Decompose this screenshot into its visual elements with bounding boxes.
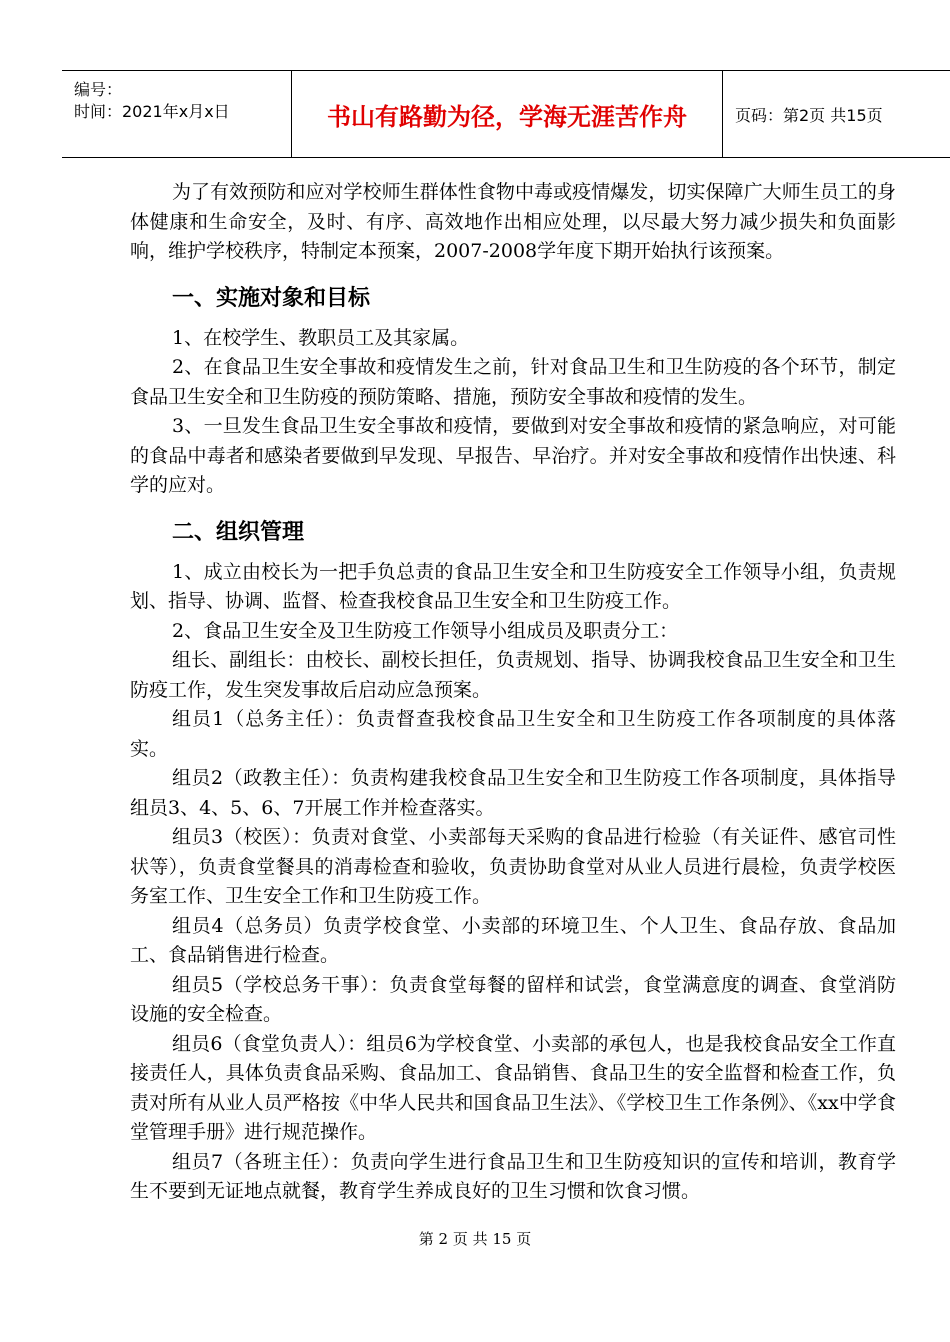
section-heading-2: 二、组织管理 [172, 519, 305, 545]
section1-item: 1、在校学生、教职员工及其家属。 [172, 326, 470, 349]
section2-item: 组员6（食堂负责人）：组员6为学校食堂、小卖部的承包人，也是我校食品安全工作直接责任人，具体负责食品采购、食品加工、食品销售、食品卫生的安全监督和检查工作，负责对所有从业人员严格按《中华人民共和国食品卫生法》、《学校卫生工作条例》、《xx中学食堂管理手册》进行规范操作。 [130, 1032, 896, 1143]
doc-time-label: 时间：2021年x月x日 [74, 102, 230, 121]
doc-number-label: 编号： [74, 80, 123, 99]
section2-item: 2、食品卫生安全及卫生防疫工作领导小组成员及职责分工： [172, 619, 679, 642]
section2-item: 组员7（各班主任）：负责向学生进行食品卫生和卫生防疫知识的宣传和培训，教育学生不要到无证地点就餐，教育学生养成良好的卫生习惯和饮食习惯。 [130, 1150, 896, 1202]
intro-paragraph: 为了有效预防和应对学校师生群体性食物中毒或疫情爆发，切实保障广大师生员工的身体健康和生命安全，及时、有序、高效地作出相应处理，以尽最大努力减少损失和负面影响，维护学校秩序，特制定本预案，2007-2008学年度下期开始执行该预案。 [130, 181, 896, 262]
header-meta [62, 71, 292, 157]
document-body [130, 178, 896, 1207]
header-motto: 书山有路勤为径，学海无涯苦作舟 [292, 71, 723, 157]
section2-item: 组长、副组长：由校长、副校长担任，负责规划、指导、协调我校食品卫生安全和卫生防疫工作，发生突发事故后启动应急预案。 [130, 649, 896, 701]
section2-item: 组员5（学校总务干事）：负责食堂每餐的留样和试尝，食堂满意度的调查、食堂消防设施的安全检查。 [130, 973, 896, 1025]
header-page-info: 页码：第2页 共15页 [735, 105, 883, 125]
section2-item: 组员2（政教主任）：负责构建我校食品卫生安全和卫生防疫工作各项制度，具体指导组员3、4、5、6、7开展工作并检查落实。 [130, 767, 896, 819]
section2-item: 组员4（总务员）负责学校食堂、小卖部的环境卫生、个人卫生、食品存放、食品加工、食品销售进行检查。 [130, 914, 896, 966]
section-heading-1: 一、实施对象和目标 [172, 285, 371, 311]
section2-item: 组员1（总务主任）：负责督查我校食品卫生安全和卫生防疫工作各项制度的具体落实。 [130, 708, 896, 760]
section2-item: 组员3（校医）：负责对食堂、小卖部每天采购的食品进行检验（有关证件、感官司性状等），负责食堂餐具的消毒检查和验收，负责协助食堂对从业人员进行晨检，负责学校医务室工作、卫生安全工作和卫生防疫工作。 [130, 826, 896, 907]
page-footer: 第 2 页 共 15 页 [418, 1230, 532, 1248]
section1-item: 3、一旦发生食品卫生安全事故和疫情，要做到对安全事故和疫情的紧急响应，对可能的食品中毒者和感染者要做到早发现、早报告、早治疗。并对安全事故和疫情作出快速、科学的应对。 [130, 415, 896, 496]
section2-item: 1、成立由校长为一把手负总责的食品卫生安全和卫生防疫安全工作领导小组，负责规划、指导、协调、监督、检查我校食品卫生安全和卫生防疫工作。 [130, 560, 896, 612]
section1-item: 2、在食品卫生安全事故和疫情发生之前，针对食品卫生和卫生防疫的各个环节，制定食品卫生安全和卫生防疫的预防策略、措施，预防安全事故和疫情的发生。 [130, 356, 896, 408]
page-header [62, 70, 950, 158]
